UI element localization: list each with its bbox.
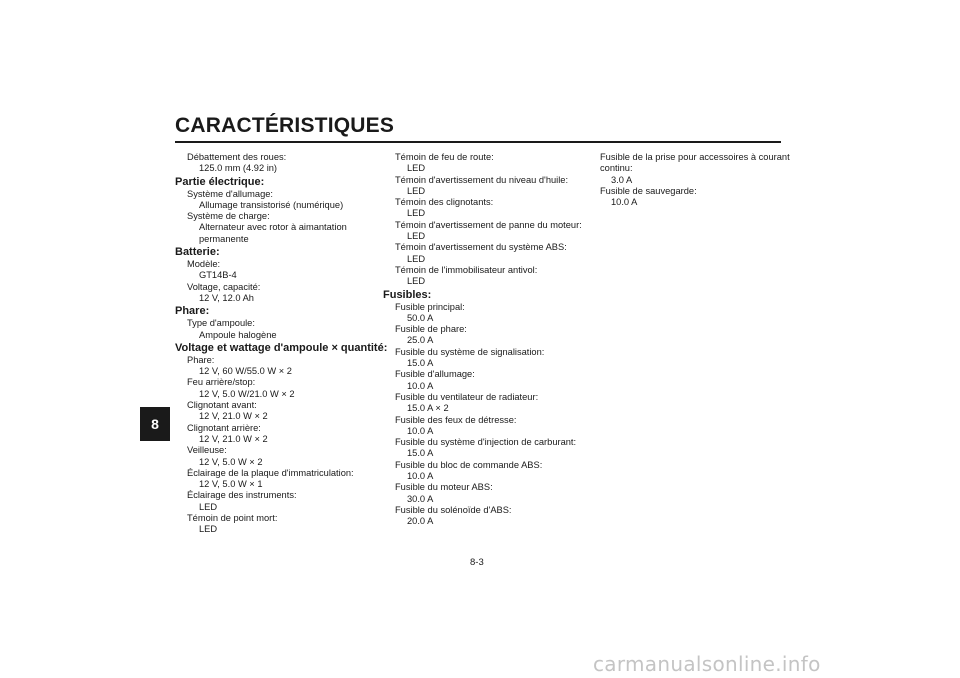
spec-column-2 — [383, 152, 583, 528]
spec-value: 3.0 A — [611, 174, 633, 185]
spec-label: Clignotant arrière: — [187, 422, 261, 433]
spec-value: 15.0 A × 2 — [407, 403, 449, 414]
section-heading: Voltage et wattage d'ampoule × quantité: — [175, 341, 388, 354]
spec-label: Témoin de l'immobilisateur antivol: — [395, 264, 538, 275]
page-number: 8-3 — [470, 557, 484, 568]
spec-label: Fusible de sauvegarde: — [600, 185, 697, 196]
spec-label: Clignotant avant: — [187, 400, 257, 411]
spec-label: Témoin d'avertissement de panne du moteur: — [395, 219, 582, 230]
spec-value: 10.0 A — [611, 197, 638, 208]
spec-value: 15.0 A — [407, 358, 434, 369]
spec-label: Fusible du moteur ABS: — [395, 482, 493, 493]
spec-value: 30.0 A — [407, 493, 434, 504]
spec-label: Témoin de point mort: — [187, 513, 278, 524]
spec-value: Ampoule halogène — [199, 329, 277, 340]
spec-value: 12 V, 5.0 W × 1 — [199, 479, 263, 490]
section-heading: Fusibles: — [383, 288, 432, 301]
spec-label: Fusible du bloc de commande ABS: — [395, 459, 543, 470]
spec-value: LED — [407, 253, 426, 264]
spec-label: Débattement des roues: — [187, 152, 287, 162]
spec-label: Système d'allumage: — [187, 188, 274, 199]
spec-value: 12 V, 21.0 W × 2 — [199, 433, 268, 444]
spec-label: Témoin d'avertissement du niveau d'huile: — [395, 174, 569, 185]
spec-value: LED — [407, 185, 426, 196]
spec-value: Alternateur avec rotor à aimantation — [199, 222, 347, 233]
spec-value: 10.0 A — [407, 471, 434, 482]
spec-label: Type d'ampoule: — [187, 318, 255, 329]
spec-label: Éclairage de la plaque d'immatriculation: — [187, 467, 354, 478]
spec-label: Fusible des feux de détresse: — [395, 414, 517, 425]
spec-label: Fusible de phare: — [395, 324, 467, 335]
spec-value: LED — [407, 276, 426, 287]
spec-value: GT14B-4 — [199, 270, 237, 281]
section-heading: Phare: — [175, 305, 210, 318]
spec-label: Phare: — [187, 354, 215, 365]
spec-label: Fusible d'allumage: — [395, 369, 475, 380]
spec-label: Éclairage des instruments: — [187, 490, 297, 501]
spec-value: LED — [407, 208, 426, 219]
spec-label: Voltage, capacité: — [187, 281, 261, 292]
spec-value: 50.0 A — [407, 312, 434, 323]
spec-label: Fusible du solénoïde d'ABS: — [395, 504, 512, 515]
spec-value: Allumage transistorisé (numérique) — [199, 199, 344, 210]
spec-label: Modèle: — [187, 259, 221, 270]
spec-value: LED — [407, 231, 426, 242]
spec-value: 125.0 mm (4.92 in) — [199, 163, 278, 174]
spec-label: Fusible du système de signalisation: — [395, 346, 545, 357]
spec-value: 10.0 A — [407, 380, 434, 391]
spec-value: permanente — [199, 233, 249, 244]
spec-label: Témoin de feu de route: — [395, 152, 494, 162]
page-title: CARACTÉRISTIQUES — [175, 114, 395, 137]
spec-value: LED — [199, 501, 218, 512]
spec-value: 10.0 A — [407, 425, 434, 436]
spec-label: Système de charge: — [187, 211, 270, 222]
spec-label: Veilleuse: — [187, 445, 227, 456]
spec-label: Témoin d'avertissement du système ABS: — [395, 242, 567, 253]
spec-label: Fusible du système d'injection de carburant: — [395, 437, 577, 448]
title-rule — [175, 141, 781, 143]
spec-value: 12 V, 5.0 W/21.0 W × 2 — [199, 388, 295, 399]
watermark[interactable]: carmanualsonline.info — [593, 652, 821, 676]
spec-label: Témoin des clignotants: — [395, 197, 494, 208]
spec-label: continu: — [600, 163, 633, 174]
spec-label: Fusible de la prise pour accessoires à courant — [600, 152, 790, 162]
spec-value: LED — [407, 163, 426, 174]
spec-label: Feu arrière/stop: — [187, 377, 256, 388]
spec-value: 25.0 A — [407, 335, 434, 346]
spec-value: 12 V, 60 W/55.0 W × 2 — [199, 366, 292, 377]
spec-value: 12 V, 5.0 W × 2 — [199, 456, 263, 467]
spec-label: Fusible principal: — [395, 301, 465, 312]
chapter-tab[interactable]: 8 — [140, 407, 170, 441]
section-heading: Batterie: — [175, 246, 220, 259]
spec-value: 15.0 A — [407, 448, 434, 459]
spec-value: LED — [199, 524, 218, 535]
spec-value: 12 V, 21.0 W × 2 — [199, 411, 268, 422]
spec-value: 12 V, 12.0 Ah — [199, 292, 254, 303]
spec-value: 20.0 A — [407, 516, 434, 527]
spec-label: Fusible du ventilateur de radiateur: — [395, 391, 539, 402]
spec-column-1 — [175, 152, 388, 536]
section-heading: Partie électrique: — [175, 175, 265, 188]
spec-column-3 — [589, 152, 789, 208]
